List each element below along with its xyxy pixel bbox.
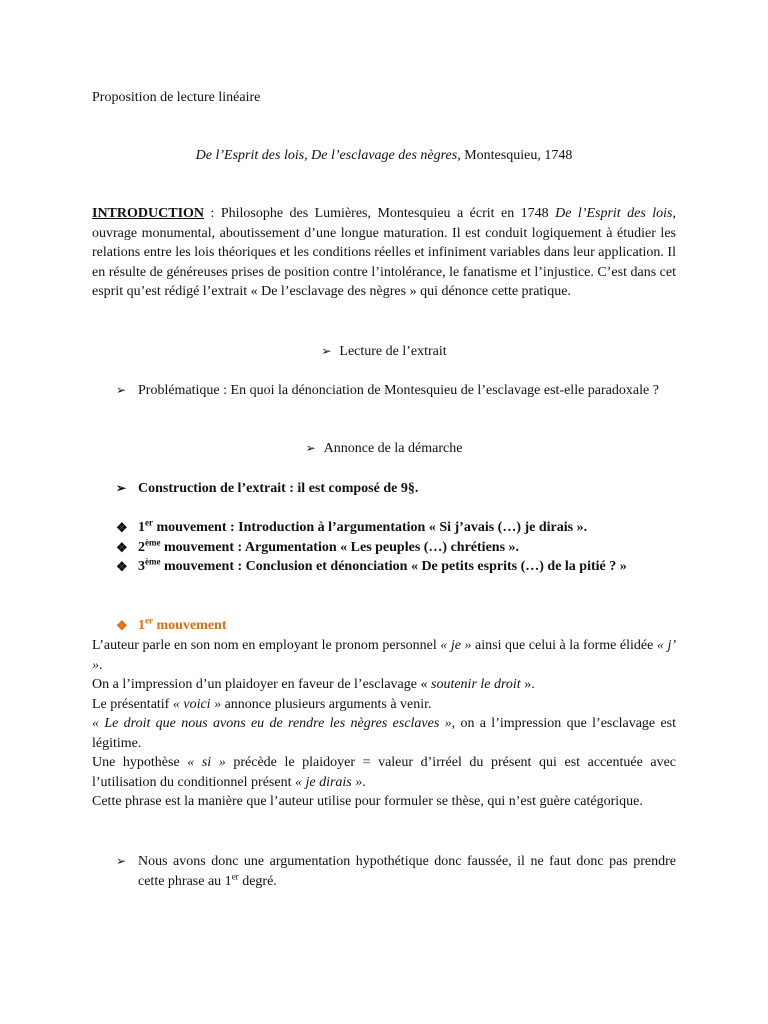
diamond-bullet-icon: ❖ xyxy=(116,559,128,574)
analysis-paragraph: L’auteur parle en son nom en employant le pronom personnel « je » ainsi que celui à la forme élidée « j’ ». xyxy=(92,638,677,673)
source-title1: De l’Esprit des lois xyxy=(195,148,305,163)
mouvement-item: ❖ 3ème mouvement : Conclusion et dénonciation « De petits esprits (…) de la pitié ? » xyxy=(116,557,676,577)
analysis-paragraph: Le présentatif « voici » annonce plusieurs arguments à venir. xyxy=(92,696,432,712)
problematique-item: ➢ Problématique : En quoi la dénonciation de Montesquieu de l’esclavage est-elle paradoxale ? xyxy=(116,381,676,401)
annonce-heading: ➢ Annonce de la démarche xyxy=(305,441,463,456)
analysis-paragraph: Cette phrase est la manière que l’auteur utilise pour formuler se thèse, qui n’est guère catégorique. xyxy=(92,794,643,809)
lecture-heading: ➢ Lecture de l’extrait xyxy=(321,344,447,359)
analysis-text xyxy=(92,636,676,812)
arrow-bullet-icon: ➢ xyxy=(321,344,332,358)
arrow-bullet-icon: ➢ xyxy=(116,854,127,868)
conclusion-item: ➢ Nous avons donc une argumentation hypothétique donc faussée, il ne faut donc pas prendre cette phrase au 1er degré. xyxy=(116,854,676,889)
arrow-bullet-icon: ➢ xyxy=(116,481,127,495)
analysis-paragraph: Une hypothèse « si » précède le plaidoyer = valeur d’irréel du présent qui est accentuée avec l’utilisation du conditionnel présent « je dirais ». xyxy=(92,755,677,790)
source-line: De l’Esprit des lois, De l’esclavage des nègres, Montesquieu, 1748 xyxy=(195,148,573,163)
diamond-bullet-icon: ❖ xyxy=(116,618,128,633)
mouvement-item: ❖ 2ème mouvement : Argumentation « Les peuples (…) chrétiens ». xyxy=(116,538,676,558)
mouvement-item: ❖ 1er mouvement : Introduction à l’argumentation « Si j’avais (…) je dirais ». xyxy=(116,518,676,538)
arrow-bullet-icon: ➢ xyxy=(116,383,127,397)
diamond-bullet-icon: ❖ xyxy=(116,520,128,535)
diamond-bullet-icon: ❖ xyxy=(116,540,128,555)
analysis-paragraph: On a l’impression d’un plaidoyer en faveur de l’esclavage « soutenir le droit ». xyxy=(92,677,535,692)
analysis-paragraph: « Le droit que nous avons eu de rendre les nègres esclaves », on a l’impression que l’esclavage est légitime. xyxy=(92,716,676,751)
introduction-paragraph: INTRODUCTION : Philosophe des Lumières, Montesquieu a écrit en 1748 De l’Esprit des lois, ouvrage monumental, aboutissement d’une longue maturation. Il est conduit logiquement à étudier les relations entre les lois théoriques et les conditions réelles et infiniment variables dans leur application. Il en résulte de généreuses prises de position contre l’intolérance, le fanatisme et l’injustice. C’est dans cet esprit qu’est rédigé l’extrait « De l’esclavage des nègres » qui dénonce cette pratique. xyxy=(92,206,676,299)
construction-item: ➢ Construction de l’extrait : il est composé de 9§. xyxy=(116,479,676,499)
introduction-label: INTRODUCTION xyxy=(92,206,205,221)
section-heading: ❖ 1er mouvement xyxy=(116,616,676,636)
source-title2: De l’esclavage des nègres xyxy=(311,148,458,163)
arrow-bullet-icon: ➢ xyxy=(305,441,316,455)
document-heading: Proposition de lecture linéaire xyxy=(92,90,261,105)
